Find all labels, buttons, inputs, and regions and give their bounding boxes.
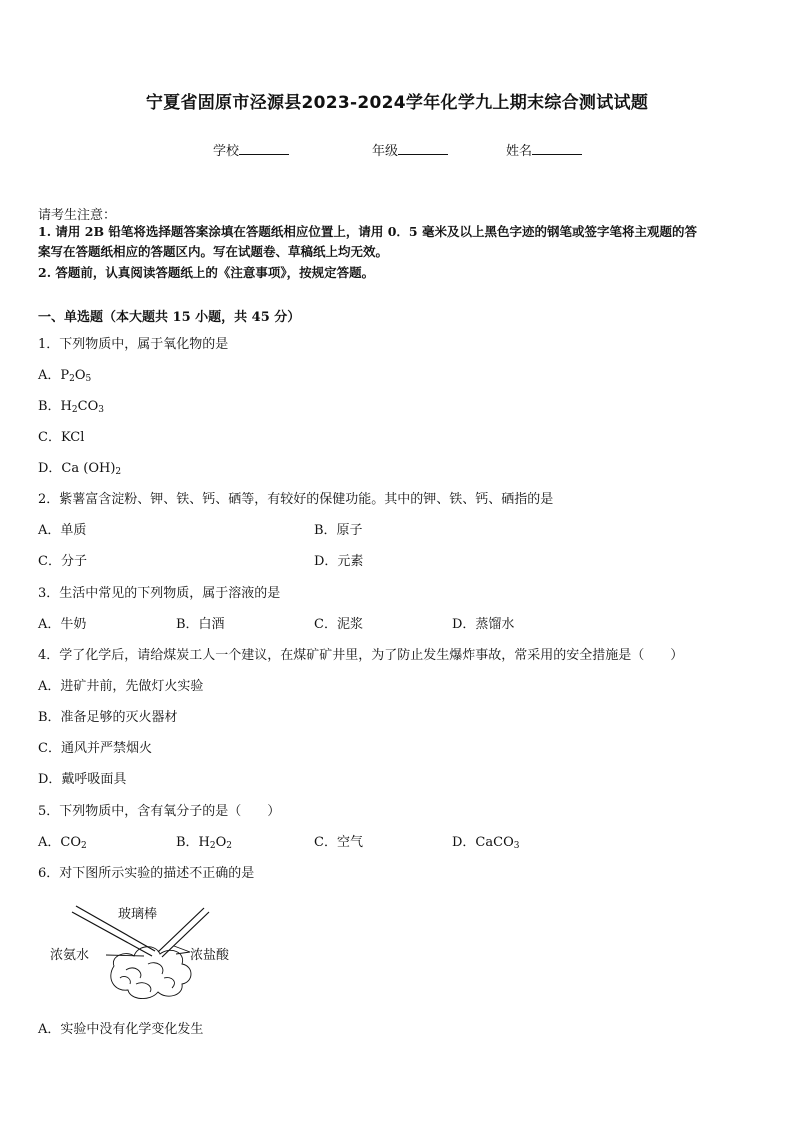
q1-d-text: D．Ca (OH) bbox=[38, 461, 116, 476]
label-hydrochloric-acid: 浓盐酸 bbox=[190, 947, 230, 962]
q5-option-b bbox=[176, 831, 232, 851]
grade-label: 年级 bbox=[372, 144, 399, 159]
page-title: 宁夏省固原市泾源县2023-2024学年化学九上期末综合测试试题 bbox=[145, 93, 649, 113]
school-label: 学校 bbox=[213, 144, 240, 159]
q5-d-text: D．CaCO bbox=[452, 835, 514, 850]
q1-a-text: A．P bbox=[38, 368, 70, 383]
q3-option-b: B．白酒 bbox=[176, 617, 225, 632]
q1-a-sub1: 2 bbox=[69, 374, 75, 384]
notice-heading: 请考生注意： bbox=[38, 208, 117, 223]
q5-d-sub: 3 bbox=[513, 841, 520, 851]
q1-stem: 1．下列物质中，属于氧化物的是 bbox=[38, 337, 229, 352]
glass-rods-smoke-diagram bbox=[44, 900, 254, 1010]
q1-a-sub2: 5 bbox=[85, 374, 92, 384]
q2-option-a: A．单质 bbox=[38, 523, 87, 538]
q3-option-a: A．牛奶 bbox=[38, 617, 87, 632]
q6-option-a: A．实验中没有化学变化发生 bbox=[38, 1022, 204, 1037]
q5-b-sub2: 2 bbox=[226, 841, 233, 851]
section-heading: 一、单选题（本大题共 15 小题，共 45 分） bbox=[38, 310, 301, 325]
q4-option-c: C．通风并严禁烟火 bbox=[38, 741, 152, 756]
q3-option-d: D．蒸馏水 bbox=[452, 617, 515, 632]
q1-d-sub: 2 bbox=[115, 467, 122, 477]
q4-option-d: D．戴呼吸面具 bbox=[38, 772, 127, 787]
q5-stem: 5．下列物质中，含有氧分子的是（ ） bbox=[38, 804, 281, 819]
q1-b-mid: CO bbox=[77, 399, 99, 414]
name-label: 姓名 bbox=[506, 144, 533, 159]
grade-field bbox=[372, 140, 448, 159]
right-pointer bbox=[174, 946, 190, 954]
left-pointer bbox=[106, 955, 144, 956]
q1-option-a bbox=[38, 364, 91, 384]
q3-stem: 3．生活中常见的下列物质，属于溶液的是 bbox=[38, 586, 281, 601]
q5-option-a bbox=[38, 831, 87, 851]
q2-option-d: D．元素 bbox=[314, 554, 364, 569]
q5-option-c: C．空气 bbox=[314, 835, 363, 850]
label-ammonia: 浓氨水 bbox=[50, 947, 90, 962]
school-blank bbox=[239, 142, 289, 155]
q1-option-b bbox=[38, 395, 104, 415]
experiment-figure bbox=[44, 900, 254, 1010]
q5-b-mid: O bbox=[215, 835, 227, 850]
q6-stem: 6．对下图所示实验的描述不正确的是 bbox=[38, 866, 255, 881]
q1-b-text: B．H bbox=[38, 399, 72, 414]
school-field bbox=[213, 140, 289, 159]
q2-option-c: C．分子 bbox=[38, 554, 87, 569]
q1-option-c: C．KCl bbox=[38, 430, 85, 445]
q4-option-b: B．准备足够的灭火器材 bbox=[38, 710, 178, 725]
notice-line-1a: 1. 请用 2B 铅笔将选择题答案涂填在答题纸相应位置上，请用 0．5 毫米及以上黑色字迹的钢笔或签字笔将主观题的答 bbox=[38, 224, 697, 239]
white-smoke-cloud bbox=[111, 947, 191, 999]
q5-b-sub1: 2 bbox=[209, 841, 216, 851]
q5-b-text: B．H bbox=[176, 835, 210, 850]
q1-b-sub1: 2 bbox=[71, 405, 78, 415]
q5-option-d bbox=[452, 831, 519, 851]
q5-a-sub: 2 bbox=[81, 841, 87, 851]
label-rod: 玻璃棒 bbox=[118, 906, 158, 921]
q1-a-mid: O bbox=[74, 368, 86, 383]
name-field bbox=[506, 140, 582, 159]
q2-stem: 2．紫薯富含淀粉、钾、铁、钙、硒等，有较好的保健功能。其中的钾、铁、钙、硒指的是 bbox=[38, 492, 554, 507]
notice-line-2: 2. 答题前，认真阅读答题纸上的《注意事项》，按规定答题。 bbox=[38, 265, 375, 280]
q1-b-sub2: 3 bbox=[98, 405, 104, 415]
q4-stem: 4．学了化学后，请给煤炭工人一个建议，在煤矿矿井里，为了防止发生爆炸事故，常采用的安全措施是（ ） bbox=[38, 648, 684, 663]
q3-option-c: C．泥浆 bbox=[314, 617, 363, 632]
q5-a-text: A．CO bbox=[38, 835, 81, 850]
name-blank bbox=[532, 142, 582, 155]
q1-option-d bbox=[38, 457, 121, 477]
q4-option-a: A．进矿井前，先做灯火实验 bbox=[38, 679, 204, 694]
grade-blank bbox=[398, 142, 448, 155]
notice-line-1b: 案写在答题纸相应的答题区内。写在试题卷、草稿纸上均无效。 bbox=[38, 244, 389, 259]
q2-option-b: B．原子 bbox=[314, 523, 363, 538]
